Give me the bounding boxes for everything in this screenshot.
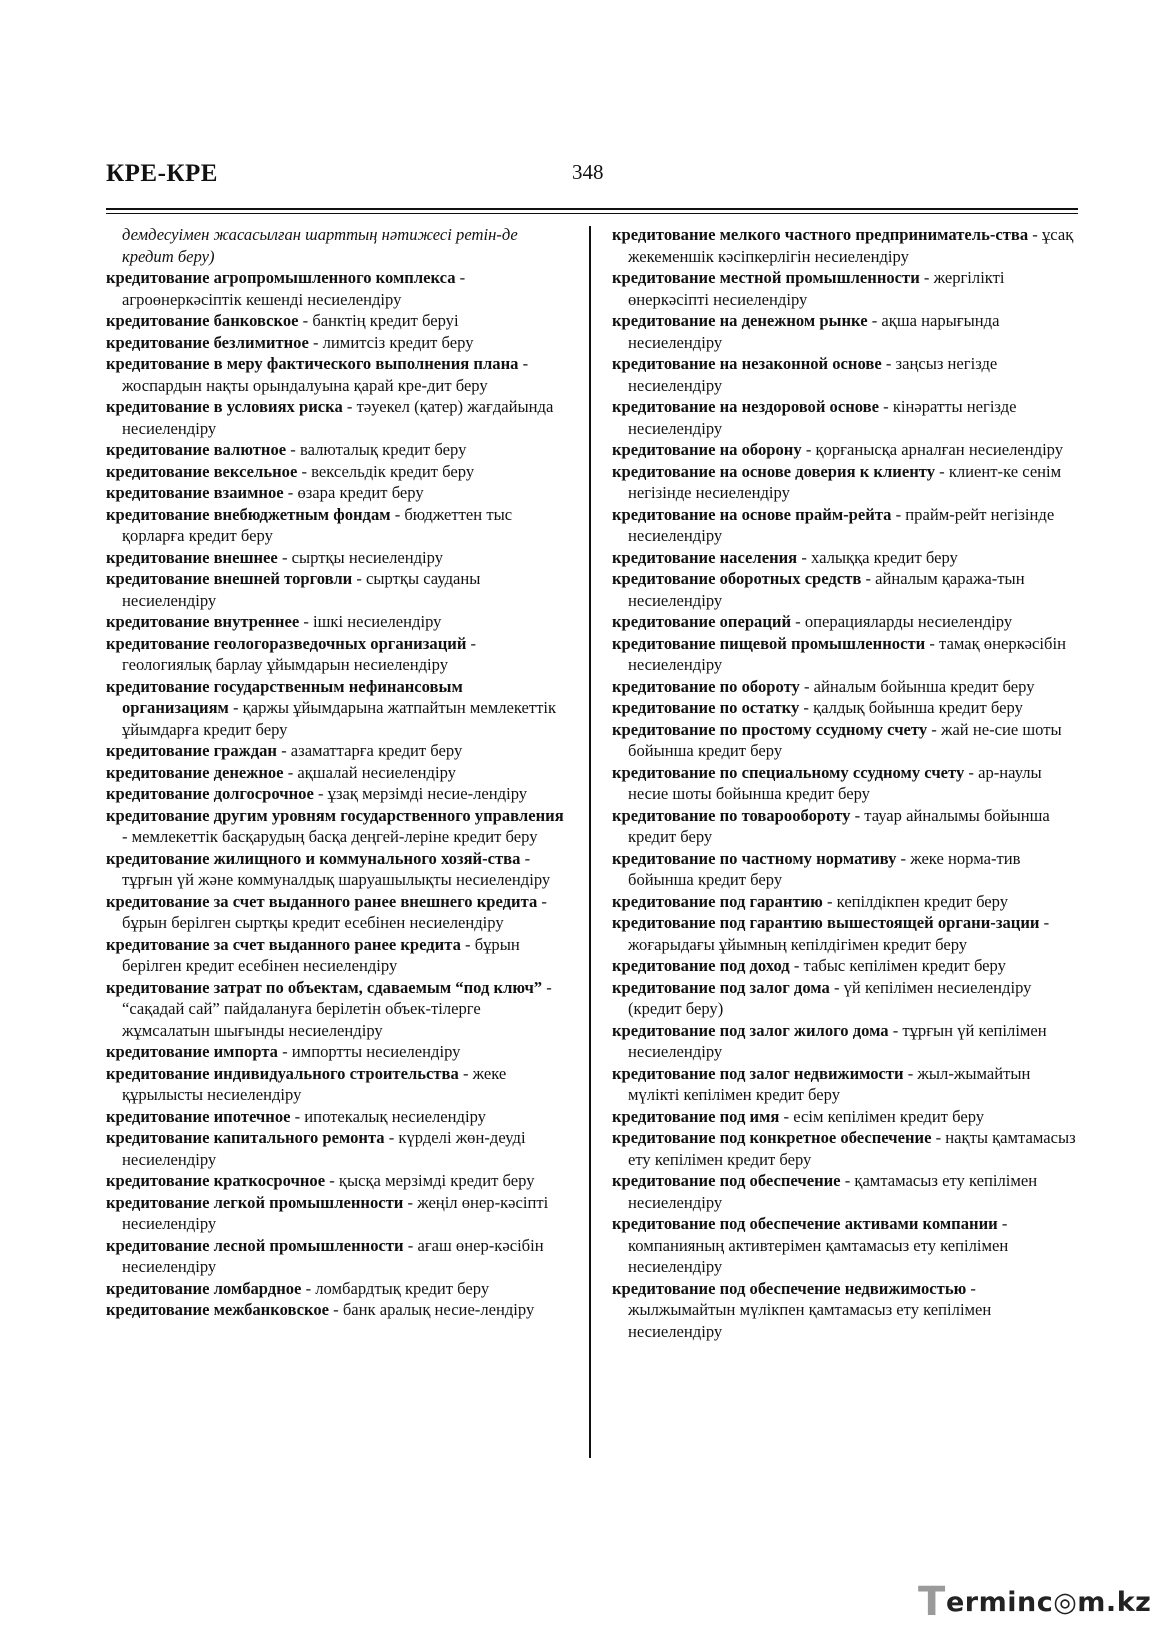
entry-term: кредитование по обороту	[612, 676, 800, 696]
dictionary-entry	[106, 891, 568, 934]
entry-definition: - есім кепілімен кредит беру	[779, 1106, 985, 1126]
entry-definition: - азаматтарға кредит беру	[276, 741, 463, 760]
entry-term: кредитование внешнее	[106, 547, 278, 567]
entry-term: кредитование оборотных средств	[612, 569, 862, 588]
entry-term: кредитование ипотечное	[106, 1106, 291, 1126]
entry-definition: - кепілдікпен кредит беру	[822, 891, 1009, 911]
entry-term: кредитование краткосрочное	[106, 1171, 326, 1190]
dictionary-entry	[612, 719, 1078, 762]
dictionary-entry	[612, 267, 1078, 310]
entry-definition: - халыққа кредит беру	[797, 547, 958, 567]
entry-definition: - бұрын берілген сыртқы кредит есебінен несиелендіру	[122, 891, 547, 932]
dictionary-entry	[612, 676, 1078, 698]
dictionary-entry	[612, 1106, 1078, 1128]
logo-text: erminc◎m.kz	[946, 1587, 1152, 1618]
termincom-logo	[918, 1575, 1152, 1625]
entry-definition: - прайм-рейт негізінде несиелендіру	[628, 504, 1055, 545]
entry-term: кредитование ломбардное	[106, 1278, 302, 1298]
entry-definition: - ипотекалық несиелендіру	[290, 1106, 486, 1126]
entry-definition: - ар-наулы несие шоты бойынша кредит беру	[628, 762, 1042, 803]
dictionary-entry	[106, 1127, 568, 1170]
entry-term: кредитование банковское	[106, 311, 299, 330]
entry-term: кредитование за счет выданного ранее кредита	[106, 934, 461, 954]
entry-term: кредитование внебюджетным фондам	[106, 504, 391, 524]
entry-term: кредитование на денежном рынке	[612, 311, 868, 330]
entry-term: кредитование другим уровням государственного управления	[106, 805, 564, 825]
entry-definition: - қамтамасыз ету кепілімен несиелендіру	[628, 1171, 1038, 1212]
dictionary-entry	[612, 310, 1078, 353]
dictionary-entry	[106, 762, 568, 784]
dictionary-entry	[612, 1170, 1078, 1213]
dictionary-entry	[612, 891, 1078, 913]
entry-term: кредитование жилищного и коммунального хозяй-ства	[106, 848, 521, 868]
entry-term: кредитование долгосрочное	[106, 784, 314, 803]
entry-definition: - тұрғын үй және коммуналдық шаруашылықты несиелендіру	[122, 848, 551, 889]
dictionary-entry	[612, 912, 1078, 955]
entry-term: кредитование под конкретное обеспечение	[612, 1128, 932, 1147]
dictionary-entry	[612, 1127, 1078, 1170]
dictionary-entry	[106, 1063, 568, 1106]
entry-definition: - валюталық кредит беру	[286, 440, 467, 459]
dictionary-entry	[106, 1235, 568, 1278]
entry-term: кредитование по простому ссудному счету	[612, 719, 928, 739]
entry-term: кредитование внутреннее	[106, 612, 300, 631]
entry-definition: - банк аралық несие-лендіру	[329, 1300, 535, 1319]
entry-term: кредитование под обеспечение недвижимостью	[612, 1278, 967, 1298]
entry-term: кредитование валютное	[106, 440, 287, 459]
entry-term: кредитование геологоразведочных организаций	[106, 633, 467, 653]
entry-definition: - тәуекел (қатер) жағдайында несиелендіру	[122, 397, 554, 438]
entry-definition: - жыл-жымайтын мүлікті кепілімен кредит беру	[628, 1063, 1031, 1104]
entry-term: кредитование населения	[612, 547, 798, 567]
entry-definition: - нақты қамтамасыз ету кепілімен кредит беру	[628, 1128, 1076, 1169]
dictionary-entry	[106, 224, 568, 267]
entry-term: кредитование на основе прайм-рейта	[612, 504, 892, 524]
dictionary-entry	[106, 482, 568, 504]
entry-definition: - ақшалай несиелендіру	[283, 762, 456, 782]
entry-definition: - айналым қаража-тын несиелендіру	[628, 569, 1025, 610]
entry-definition: - операцияларды несиелендіру	[791, 612, 1013, 631]
entry-term: кредитование мелкого частного предприниматель-ства	[612, 225, 1029, 244]
entry-definition: - жеке құрылысты несиелендіру	[122, 1063, 507, 1104]
entry-term: кредитование по остатку	[612, 698, 800, 717]
entry-term: кредитование в меру фактического выполнения плана	[106, 354, 519, 373]
dictionary-entry	[106, 977, 568, 1042]
dictionary-entry	[612, 353, 1078, 396]
dictionary-entry	[612, 568, 1078, 611]
entry-definition: - ұзақ мерзімді несие-лендіру	[313, 784, 528, 803]
entry-term: кредитование межбанковское	[106, 1300, 329, 1319]
entry-term: кредитование в условиях риска	[106, 397, 343, 416]
dictionary-entry	[106, 1299, 568, 1321]
entry-term: кредитование индивидуального строительства	[106, 1063, 459, 1083]
entry-definition: - “сақадай сай” пайдалануға берілетін объек-тілерге жұмсалатын шығынды несиелендіру	[122, 977, 552, 1040]
dictionary-entry	[106, 267, 568, 310]
dictionary-entry	[106, 1041, 568, 1063]
dictionary-entry	[106, 396, 568, 439]
entry-definition: - тауар айналымы бойынша кредит беру	[628, 805, 1050, 846]
left-column	[106, 224, 568, 1321]
entry-term: кредитование импорта	[106, 1042, 278, 1061]
entry-definition: - кінәратты негізде несиелендіру	[628, 397, 1017, 438]
entry-definition: - жергілікті өнеркәсіпті несиелендіру	[628, 268, 1005, 309]
dictionary-entry	[106, 1278, 568, 1300]
header-rule-thin	[106, 213, 1078, 214]
page-number: 348	[572, 160, 604, 184]
entry-definition: - сыртқы сауданы несиелендіру	[122, 569, 481, 610]
dictionary-entry	[612, 955, 1078, 977]
dictionary-entry	[106, 461, 568, 483]
dictionary-entry	[106, 848, 568, 891]
dictionary-entry	[612, 439, 1078, 461]
dictionary-entry	[106, 504, 568, 547]
dictionary-entry	[612, 461, 1078, 504]
entry-definition: - жоғарыдағы ұйымның кепілдігімен кредит беру	[628, 913, 1050, 954]
entry-definition: - қысқа мерзімді кредит беру	[325, 1171, 535, 1190]
dictionary-entry	[106, 568, 568, 611]
entry-term: кредитование внешней торговли	[106, 569, 353, 588]
entry-term: кредитование по товарообороту	[612, 805, 851, 825]
entry-term: кредитование местной промышленности	[612, 268, 920, 287]
entry-definition: - геологиялық барлау ұйымдарын несиелендіру	[122, 633, 477, 674]
entry-term: кредитование под имя	[612, 1106, 780, 1126]
dictionary-entry	[612, 1020, 1078, 1063]
section-title: КРЕ-КРЕ	[106, 160, 218, 187]
entry-term: кредитование по специальному ссудному счету	[612, 762, 965, 782]
entry-term: кредитование вексельное	[106, 461, 298, 481]
entry-term: кредитование на основе доверия к клиенту	[612, 461, 936, 481]
dictionary-entry	[612, 224, 1078, 267]
entry-definition: - жоспардын нақты орындалуына қарай кре-дит беру	[122, 354, 529, 395]
entry-definition: - вексельдік кредит беру	[297, 461, 475, 481]
entry-definition: - қаржы ұйымдарына жатпайтын мемлекеттік ұйымдарға кредит беру	[122, 698, 557, 739]
entry-definition: - жай не-сие шоты бойынша кредит беру	[628, 719, 1062, 760]
entry-definition: - тамақ өнеркәсібін несиелендіру	[628, 633, 1066, 674]
entry-definition: - табыс кепілімен кредит беру	[789, 956, 1006, 975]
entry-definition: - айналым бойынша кредит беру	[799, 676, 1035, 696]
entry-term: кредитование на нездоровой основе	[612, 397, 879, 416]
entry-definition: - тұрғын үй кепілімен несиелендіру	[628, 1020, 1047, 1061]
entry-definition: - ағаш өнер-кәсібін несиелендіру	[122, 1235, 544, 1276]
header-rule	[106, 208, 1078, 210]
dictionary-entry	[612, 805, 1078, 848]
entry-term: кредитование под обеспечение активами компании	[612, 1214, 998, 1233]
entry-definition: - бюджеттен тыс қорларға кредит беру	[122, 504, 513, 545]
dictionary-entry	[106, 783, 568, 805]
entry-definition: - қалдық бойынша кредит беру	[799, 698, 1023, 717]
entry-definition: - жеке норма-тив бойынша кредит беру	[628, 848, 1021, 889]
entry-term: кредитование на незаконной основе	[612, 354, 882, 373]
entry-term: кредитование затрат по объектам, сдаваемым “под ключ”	[106, 977, 543, 997]
entry-term: кредитование под залог недвижимости	[612, 1063, 904, 1083]
dictionary-entry	[612, 547, 1078, 569]
entry-definition: - агроөнеркәсіптік кешенді несиелендіру	[122, 268, 466, 309]
entry-definition: - жеңіл өнер-кәсіпті несиелендіру	[122, 1192, 549, 1233]
entry-definition: демдесуімен жасасылған шарттың нәтижесі ретін-де кредит беру)	[122, 225, 518, 266]
logo-mark: T	[918, 1579, 946, 1625]
entry-definition: - үй кепілімен несиелендіру (кредит беру)	[628, 977, 1032, 1018]
dictionary-entry	[612, 848, 1078, 891]
entry-term: кредитование под залог жилого дома	[612, 1020, 889, 1040]
entry-definition: - күрделі жөн-деуді несиелендіру	[122, 1128, 526, 1169]
dictionary-entry	[612, 762, 1078, 805]
entry-definition: - ішкі несиелендіру	[299, 612, 442, 631]
dictionary-entry	[106, 547, 568, 569]
entry-term: кредитование безлимитное	[106, 332, 309, 352]
dictionary-entry	[106, 1170, 568, 1192]
dictionary-entry	[106, 310, 568, 332]
entry-term: кредитование денежное	[106, 762, 284, 782]
dictionary-entry	[612, 633, 1078, 676]
dictionary-entry	[612, 1063, 1078, 1106]
entry-term: кредитование под доход	[612, 956, 790, 975]
dictionary-entry	[612, 977, 1078, 1020]
dictionary-entry	[106, 805, 568, 848]
entry-term: кредитование за счет выданного ранее внешнего кредита	[106, 891, 538, 911]
entry-term: кредитование под гарантию	[612, 891, 823, 911]
dictionary-entry	[106, 1192, 568, 1235]
dictionary-entry	[106, 676, 568, 741]
entry-term: кредитование легкой промышленности	[106, 1192, 404, 1212]
dictionary-entry	[106, 332, 568, 354]
dictionary-entry	[612, 697, 1078, 719]
entry-term: кредитование пищевой промышленности	[612, 633, 926, 653]
dictionary-entry	[612, 504, 1078, 547]
entry-definition: - бұрын берілген кредит есебінен несиелендіру	[122, 934, 520, 975]
entry-definition: - импортты несиелендіру	[277, 1042, 461, 1061]
dictionary-entry	[612, 1213, 1078, 1278]
entry-definition: - заңсыз негізде несиелендіру	[628, 354, 998, 395]
page-header	[106, 156, 1078, 212]
dictionary-entry	[106, 439, 568, 461]
dictionary-entry	[612, 611, 1078, 633]
entry-term: кредитование по частному нормативу	[612, 848, 897, 868]
entry-term: кредитование под залог дома	[612, 977, 830, 997]
entry-term: кредитование государственным нефинансовым организациям	[106, 676, 463, 717]
dictionary-entry	[612, 396, 1078, 439]
entry-term: кредитование граждан	[106, 741, 277, 760]
entry-term: кредитование на оборону	[612, 440, 802, 459]
entry-definition: - мемлекеттік басқарудың басқа деңгей-леріне кредит беру	[122, 827, 538, 846]
entry-definition: - лимитсіз кредит беру	[308, 332, 474, 352]
entry-definition: - жылжымайтын мүлікпен қамтамасыз ету кепілімен несиелендіру	[628, 1278, 992, 1341]
dictionary-entry	[106, 934, 568, 977]
entry-term: кредитование под обеспечение	[612, 1171, 841, 1190]
dictionary-entry	[106, 1106, 568, 1128]
entry-definition: - ақша нарығында несиелендіру	[628, 311, 1000, 352]
dictionary-entry	[106, 633, 568, 676]
entry-definition: - қорғанысқа арналған несиелендіру	[801, 440, 1064, 459]
entry-definition: - ұсақ жекеменшік кәсіпкерлігін несиелендіру	[628, 225, 1074, 266]
right-column	[612, 224, 1078, 1342]
dictionary-entry	[106, 740, 568, 762]
entry-definition: - өзара кредит беру	[283, 483, 424, 502]
entry-term: кредитование капитального ремонта	[106, 1128, 385, 1147]
dictionary-entry	[106, 611, 568, 633]
dictionary-entry	[612, 1278, 1078, 1343]
entry-definition: - сыртқы несиелендіру	[277, 547, 444, 567]
entry-definition: - клиент-ке сенім негізінде несиелендіру	[628, 461, 1062, 502]
entry-definition: - компанияның активтерімен қамтамасыз ету кепілімен несиелендіру	[628, 1214, 1009, 1276]
column-divider	[589, 226, 591, 1458]
entry-definition: - ломбардтық кредит беру	[301, 1278, 490, 1298]
entry-term: кредитование под гарантию вышестоящей органи-зации	[612, 913, 1040, 932]
entry-term: кредитование лесной промышленности	[106, 1235, 404, 1255]
dictionary-entry	[106, 353, 568, 396]
entry-term: кредитование агропромышленного комплекса	[106, 268, 456, 287]
entry-definition: - банктің кредит беруі	[298, 311, 459, 330]
entry-term: кредитование взаимное	[106, 483, 284, 502]
entry-term: кредитование операций	[612, 612, 792, 631]
